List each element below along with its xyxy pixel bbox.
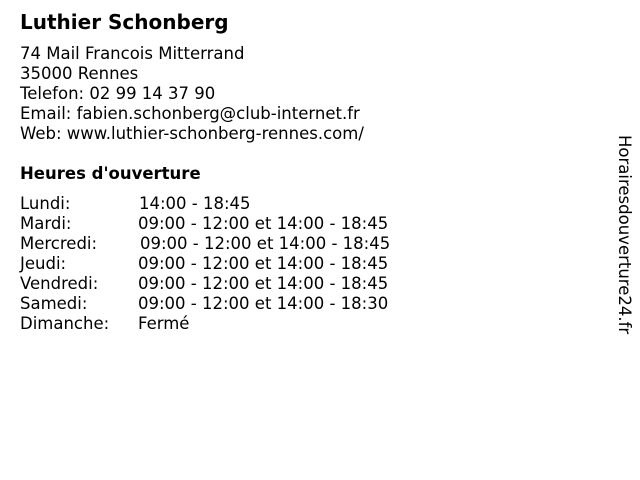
hours-day: Samedi: — [20, 294, 88, 313]
email-address: Email: fabien.schonberg@club-internet.fr — [20, 104, 360, 123]
hours-day: Dimanche: — [20, 314, 110, 333]
hours-time: 09:00 - 12:00 et 14:00 - 18:45 — [138, 214, 389, 233]
hours-day: Jeudi: — [20, 254, 67, 273]
hours-day: Vendredi: — [20, 274, 99, 293]
address-street: 74 Mail Francois Mitterrand — [20, 44, 245, 63]
business-name: Luthier Schonberg — [20, 10, 229, 34]
phone-number: Telefon: 02 99 14 37 90 — [20, 84, 216, 103]
contact-block — [20, 44, 364, 144]
hours-day: Mercredi: — [20, 234, 98, 253]
watermark-text: Horairesdouverture24.fr — [615, 135, 634, 335]
hours-day: Mardi: — [20, 214, 72, 233]
hours-time: Fermé — [138, 314, 190, 333]
hours-time: 14:00 - 18:45 — [139, 194, 251, 213]
hours-day: Lundi: — [20, 194, 71, 213]
hours-time: 09:00 - 12:00 et 14:00 - 18:45 — [140, 234, 391, 253]
address-city: 35000 Rennes — [20, 64, 139, 83]
hours-time: 09:00 - 12:00 et 14:00 - 18:30 — [138, 294, 389, 313]
hours-time: 09:00 - 12:00 et 14:00 - 18:45 — [138, 254, 389, 273]
website: Web: www.luthier-schonberg-rennes.com/ — [20, 124, 364, 143]
hours-heading: Heures d'ouverture — [20, 164, 201, 183]
hours-time: 09:00 - 12:00 et 14:00 - 18:45 — [138, 274, 389, 293]
